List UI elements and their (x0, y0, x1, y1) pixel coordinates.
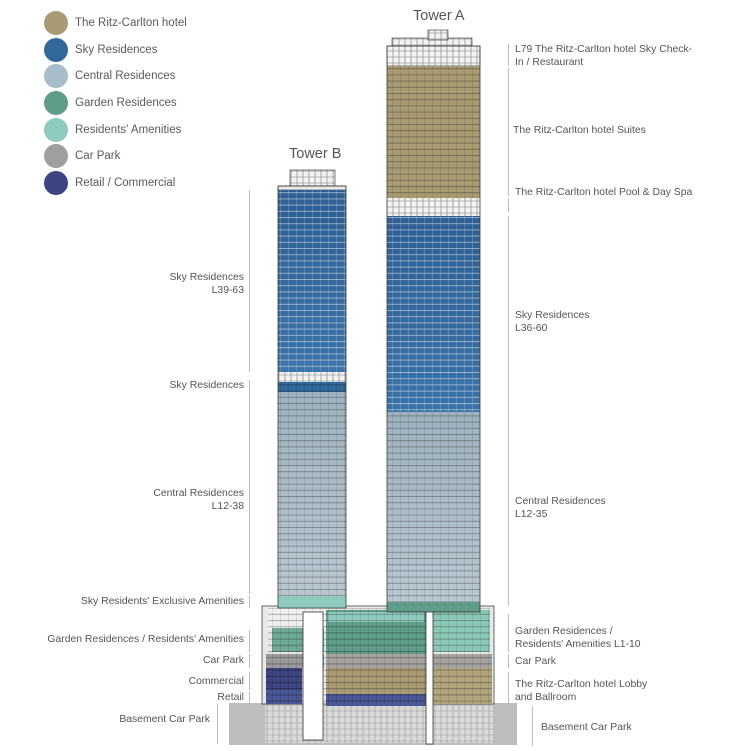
bracket-b-carpark (249, 654, 250, 668)
label-a-central-residences (515, 496, 606, 521)
bracket-b-commercial (249, 672, 250, 690)
label-b-sky-residences-upper: Sky Residences (169, 380, 244, 391)
bracket-a-checkin (508, 44, 509, 66)
tower-b-exclusive-amenities (278, 596, 346, 608)
podium-lower-overlay (266, 654, 492, 704)
bracket-b-amenities (249, 596, 250, 608)
legend-label: Sky Residences (75, 43, 158, 56)
tower-a-pool-spa (387, 198, 480, 216)
label-a-central-residences-levels: L12-35 (515, 508, 548, 520)
tower-b-mechanical-floor (278, 372, 346, 382)
label-b-sky-residences-levels: L39-63 (211, 284, 244, 296)
label-b-car-park: Car Park (203, 655, 244, 666)
tower-a-central-floors (387, 412, 480, 604)
label-a-hotel-lobby-line1: The Ritz-Carlton hotel Lobby (515, 679, 648, 690)
bracket-b-basement (217, 704, 218, 744)
bracket-a-lobby (508, 672, 509, 704)
label-b-central-residences-levels: L12-38 (211, 500, 244, 512)
tower-b-title: Tower B (289, 146, 342, 162)
label-a-garden-residences-line1: Garden Residences / (515, 626, 613, 637)
bracket-b-central (249, 392, 250, 594)
label-a-garden-residences-line2: Residents' Amenities L1-10 (515, 638, 641, 650)
tower-a-crown-top (428, 30, 448, 40)
podium-garden-overlay (268, 608, 490, 654)
legend-label: Residents' Amenities (75, 123, 182, 136)
label-a-sky-checkin-text: L79 The Ritz-Carlton hotel Sky Check-In / Restaurant (515, 44, 693, 68)
bracket-a-sky (508, 216, 509, 412)
label-a-pool-spa: The Ritz-Carlton hotel Pool & Day Spa (515, 187, 693, 198)
tower-a-garden-base (387, 602, 480, 612)
label-a-hotel-suites: The Ritz-Carlton hotel Suites (513, 125, 646, 136)
label-a-sky-residences-levels: L36-60 (515, 322, 548, 334)
tower-b-central-floors (278, 382, 346, 596)
bracket-a-suites (508, 68, 509, 196)
label-a-hotel-lobby (515, 679, 647, 704)
bracket-a-garden (508, 614, 509, 652)
tower-a-core-shaft (426, 606, 433, 744)
label-a-car-park: Car Park (515, 656, 556, 667)
label-a-central-residences-name: Central Residences (515, 496, 606, 507)
tower-b-core-shaft (303, 612, 323, 740)
tower-a-title: Tower A (413, 8, 465, 24)
tower-b-crown-band (278, 186, 346, 190)
label-b-central-residences (153, 488, 244, 513)
legend-label: Car Park (75, 150, 121, 163)
label-a-sky-residences (515, 310, 590, 335)
label-a-garden-residences (515, 626, 641, 651)
label-a-basement-car-park: Basement Car Park (541, 722, 632, 733)
bracket-b-sky (249, 190, 250, 372)
bracket-a-central (508, 412, 509, 606)
tower-b-sky-floors (278, 190, 346, 372)
legend-label: The Ritz-Carlton hotel (75, 17, 187, 30)
label-a-sky-checkin (515, 44, 695, 69)
label-a-hotel-lobby-line2: and Ballroom (515, 691, 577, 703)
bracket-b-sky-upper (249, 380, 250, 392)
label-b-basement-car-park: Basement Car Park (119, 714, 210, 725)
legend-label: Central Residences (75, 70, 176, 83)
bracket-b-retail (249, 692, 250, 704)
label-b-commercial: Commercial (188, 676, 244, 687)
label-b-exclusive-amenities: Sky Residents' Exclusive Amenities (80, 596, 244, 607)
bracket-a-carpark (508, 654, 509, 668)
legend-label: Garden Residences (75, 97, 177, 110)
bracket-b-garden (249, 630, 250, 652)
tower-a-sky-floors (387, 216, 480, 412)
bracket-a-pool (508, 198, 509, 212)
label-b-retail: Retail (217, 692, 244, 703)
bracket-a-basement (532, 706, 533, 746)
tower-a-sky-checkin (387, 46, 480, 66)
label-b-central-residences-name: Central Residences (153, 488, 244, 499)
basement-structure (265, 703, 493, 743)
legend-label: Retail / Commercial (75, 176, 176, 189)
label-b-garden-residences: Garden Residences / Residents' Amenities (47, 634, 244, 645)
label-a-sky-residences-name: Sky Residences (515, 310, 590, 321)
label-b-sky-residences (169, 272, 244, 297)
label-b-sky-residences-name: Sky Residences (169, 272, 244, 283)
tower-a-hotel-floors (387, 66, 480, 198)
tower-b-roof-crown (290, 170, 335, 188)
